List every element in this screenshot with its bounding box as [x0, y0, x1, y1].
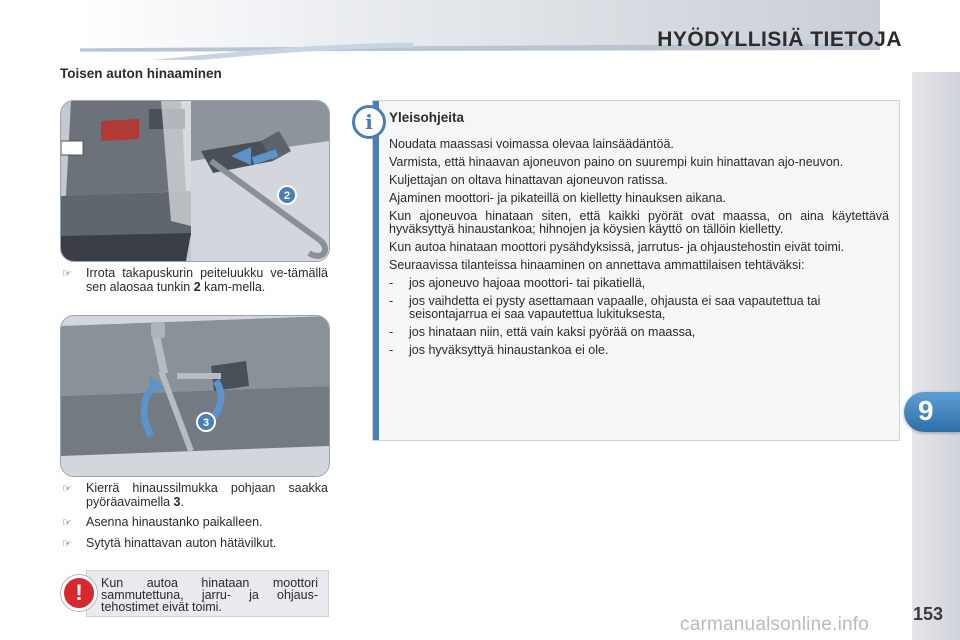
- step-item: [62, 481, 328, 509]
- list-item: - jos hinataan niin, että vain kaksi pyörää on maassa,: [389, 325, 696, 339]
- watermark: carmanualsonline.info: [680, 614, 870, 635]
- steps-group-2: [62, 481, 328, 557]
- professional-towing-list: [389, 277, 889, 357]
- step-bullet-icon: ☞: [62, 268, 72, 280]
- step-item: [62, 515, 328, 530]
- chapter-number: 9: [918, 395, 934, 426]
- illustration-towing-eye: [60, 315, 330, 477]
- step-bullet-icon: ☞: [62, 483, 72, 495]
- info-paragraph: Kun autoa hinataan moottori pysähdyksissä, jarrutus- ja ohjaustehostin eivät toimi.: [389, 240, 845, 254]
- warning-text: Kun autoa hinataan moottori sammutettuna, jarru- ja ohjaus-tehostimet eivät toimi.: [101, 576, 318, 614]
- page-header-title: HYÖDYLLISIÄ TIETOJA: [657, 28, 902, 51]
- callout-3: 3: [202, 417, 210, 429]
- section-title: Toisen auton hinaaminen: [60, 66, 222, 81]
- warning-icon: !: [61, 575, 97, 611]
- info-paragraph: Varmista, että hinaavan ajoneuvon paino on suurempi kuin hinattavan ajo-neuvon.: [389, 155, 844, 169]
- chapter-side-strip: [912, 72, 960, 640]
- info-paragraph: Kuljettajan on oltava hinattavan ajoneuvon ratissa.: [389, 173, 668, 187]
- general-guidelines-box: [365, 100, 900, 441]
- info-title: Yleisohjeita: [389, 110, 465, 125]
- step-text: Asenna hinaustanko paikalleen.: [86, 515, 263, 529]
- step-text: Irrota takapuskurin peiteluukku ve-tämällä sen alaosaa tunkin 2 kam-mella.: [86, 266, 328, 294]
- list-item: - jos ajoneuvo hajoaa moottori- tai pikatiellä,: [389, 276, 646, 290]
- info-paragraph: Seuraavissa tilanteissa hinaaminen on annettava ammattilaisen tehtäväksi:: [389, 258, 805, 272]
- info-paragraph: Noudata maassasi voimassa olevaa lainsäädäntöä.: [389, 137, 674, 151]
- info-paragraph: Kun ajoneuvoa hinataan siten, että kaikki pyörät ovat maassa, on aina käytettävä hyväksyttyä hinaustankoa; hihnojen ja köysien käyttö on tällöin kielletty.: [389, 209, 889, 236]
- warning-box: [75, 570, 329, 617]
- info-content: [389, 111, 889, 362]
- info-icon: i: [352, 105, 386, 139]
- list-item: - jos hyväksyttyä hinaustankoa ei ole.: [389, 343, 609, 357]
- page-number: 153: [913, 604, 944, 624]
- info-accent-bar: [373, 101, 379, 440]
- step-bullet-icon: ☞: [62, 538, 72, 550]
- step-item: [62, 266, 328, 294]
- illustration-bumper-cover: [60, 100, 330, 262]
- list-item: - jos vaihdetta ei pysty asettamaan vapaalle, ohjausta ei saa vapautettua tai seisontajarrua ei saa vapautettua lukituksesta,: [389, 294, 821, 321]
- step-item: [62, 536, 328, 551]
- step-text: Sytytä hinattavan auton hätävilkut.: [86, 536, 277, 550]
- info-paragraph: Ajaminen moottori- ja pikateillä on kielletty hinauksen aikana.: [389, 191, 726, 205]
- steps-group-1: [62, 266, 328, 300]
- step-text: Kierrä hinaussilmukka pohjaan saakka pyöräavaimella 3.: [86, 481, 328, 509]
- callout-2: 2: [283, 190, 291, 202]
- step-bullet-icon: ☞: [62, 517, 72, 529]
